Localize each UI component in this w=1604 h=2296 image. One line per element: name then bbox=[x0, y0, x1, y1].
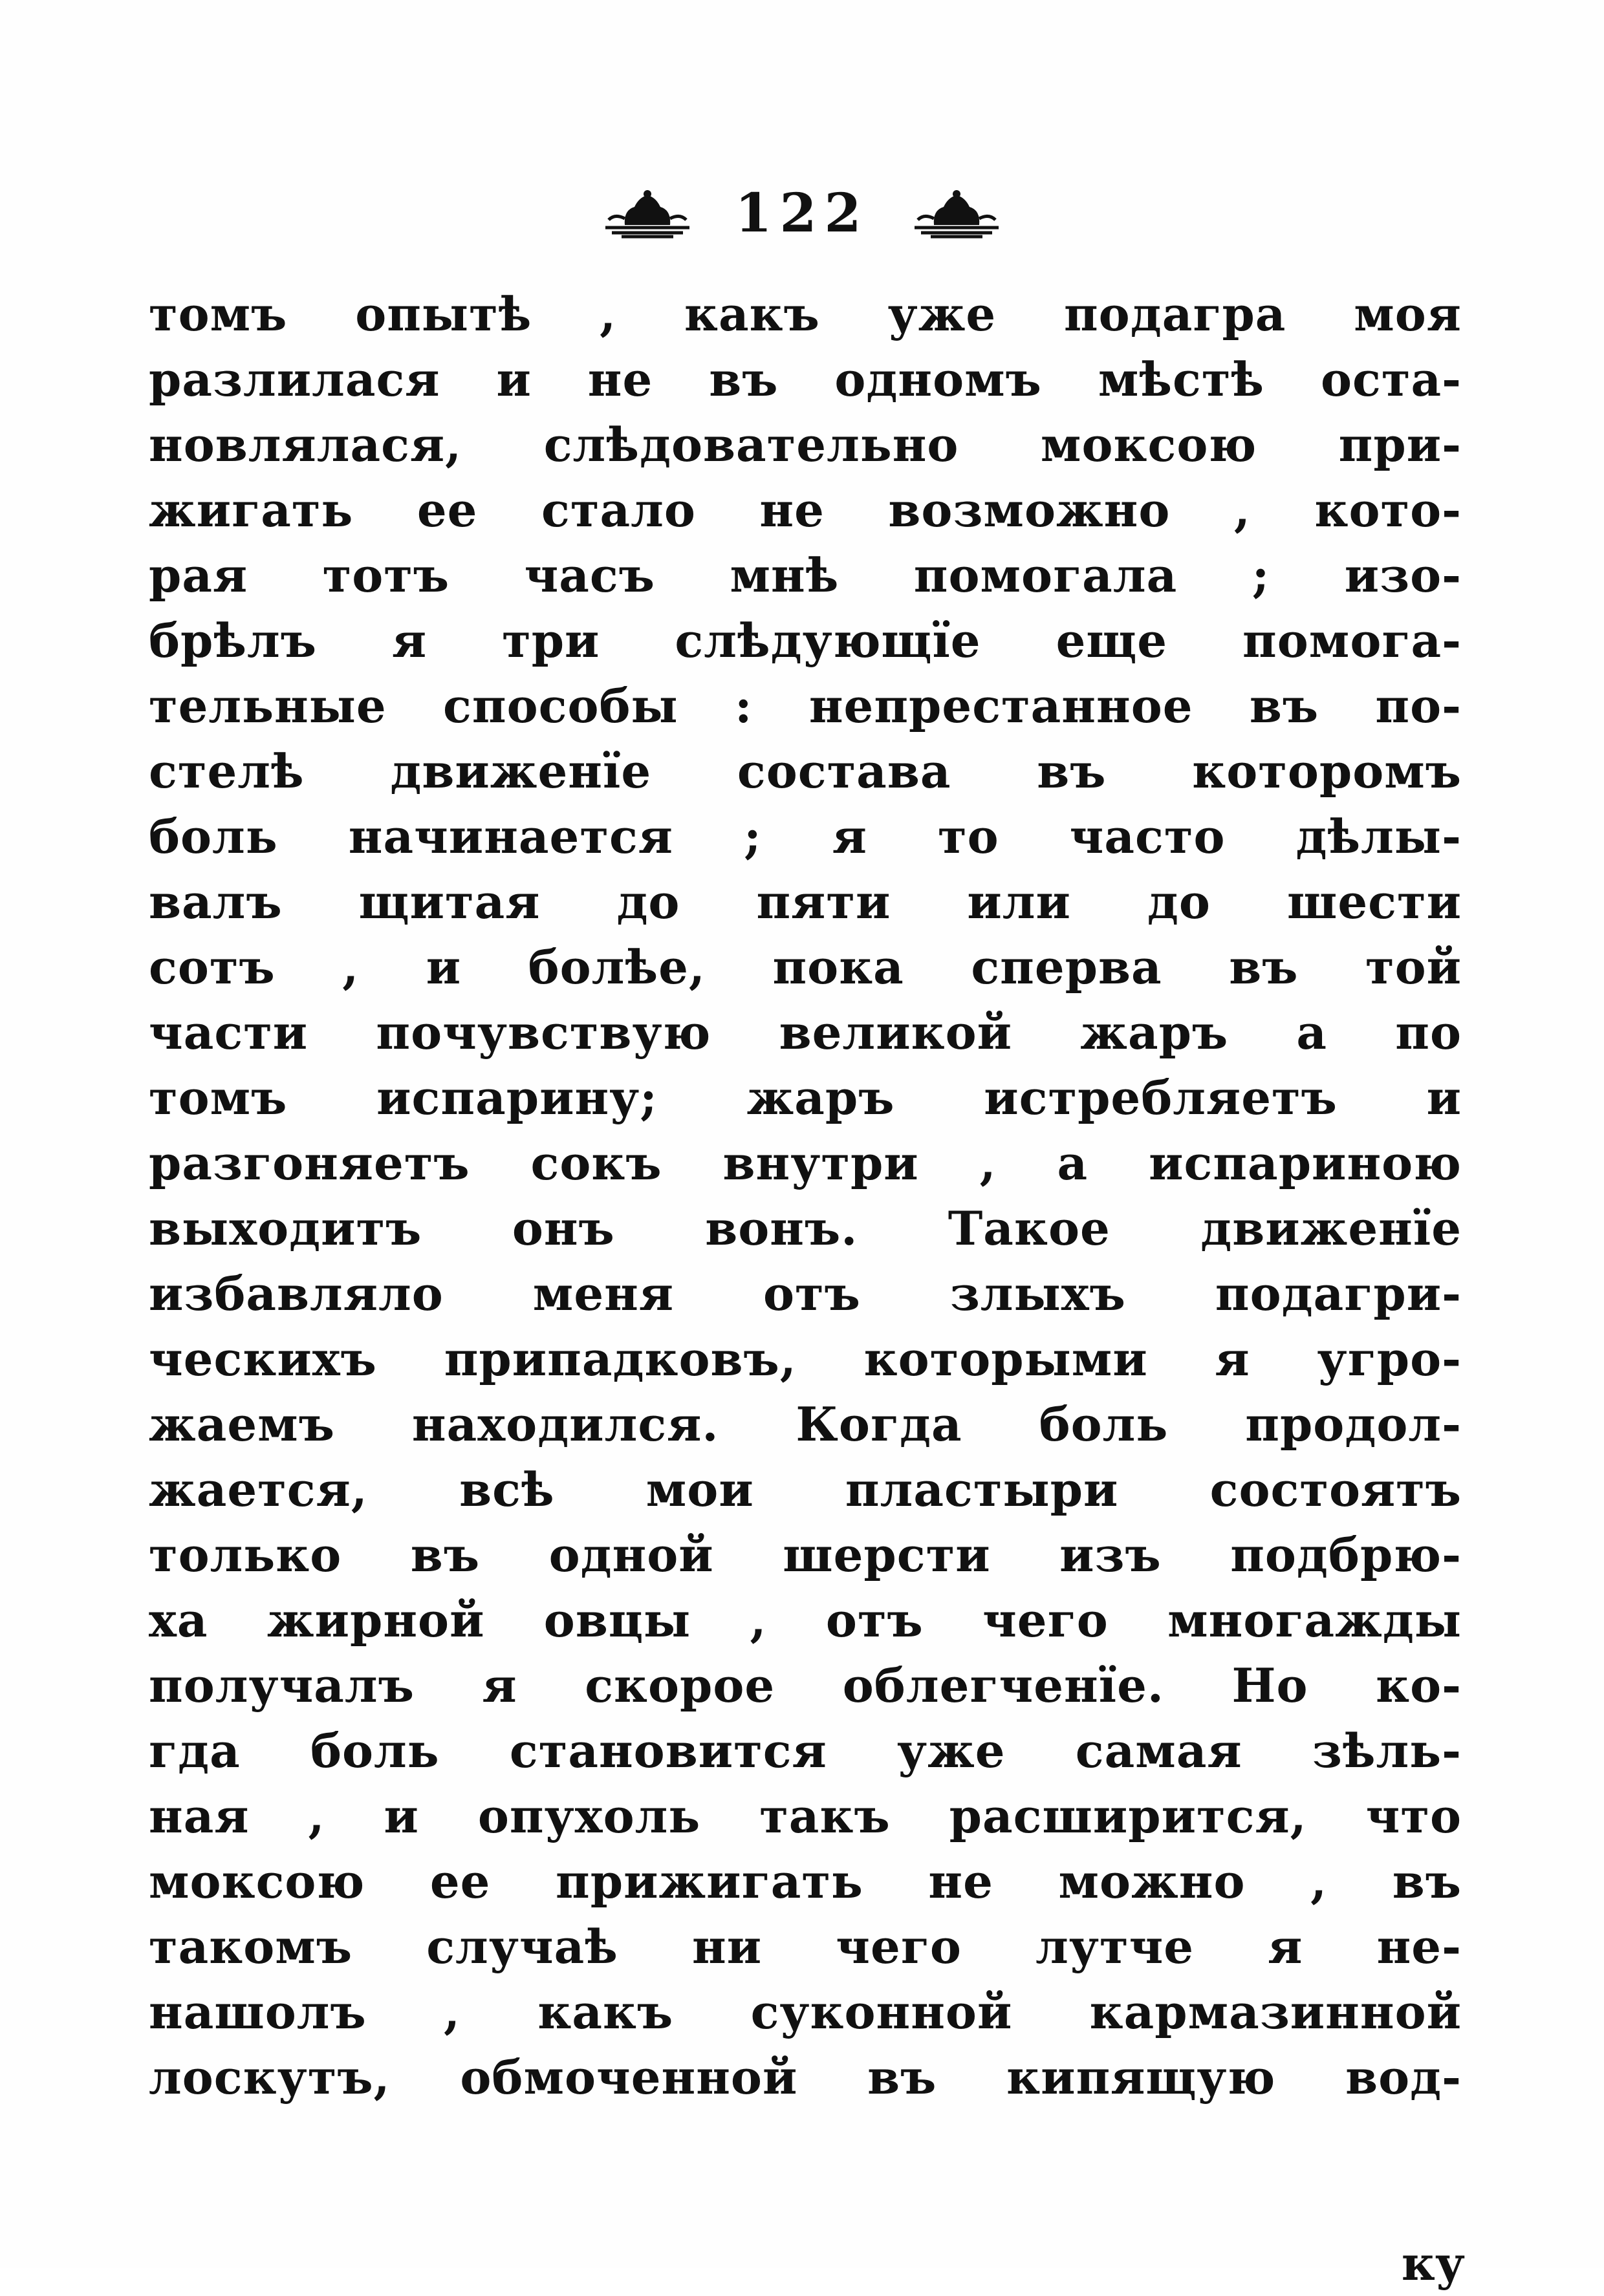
page-header bbox=[0, 175, 1604, 252]
page-number: 122 bbox=[735, 182, 869, 244]
crown-ornament-icon bbox=[908, 188, 1005, 239]
text-line: рая тотъ часъ мнѣ помогала ; изо- bbox=[149, 548, 1462, 603]
text-line: новлялася, слѣдовательно моксою при- bbox=[149, 417, 1462, 472]
text-line: части почувствую великой жаръ а по bbox=[149, 1005, 1462, 1060]
text-line: лоскутъ, обмоченной въ кипящую вод- bbox=[149, 2050, 1462, 2105]
text-line: стелѣ движенїе состава въ которомъ bbox=[149, 744, 1462, 799]
text-line: томъ испарину; жаръ истребляетъ и bbox=[149, 1070, 1462, 1125]
body-text bbox=[149, 281, 1462, 2110]
text-line: ческихъ припадковъ, которыми я угро- bbox=[149, 1331, 1462, 1386]
crown-ornament-icon bbox=[599, 188, 696, 239]
text-line: боль начинается ; я то часто дѣлы- bbox=[149, 809, 1462, 864]
text-line: получалъ я скорое облегченїе. Но ко- bbox=[149, 1658, 1462, 1713]
text-line: жаемъ находился. Когда боль продол- bbox=[149, 1397, 1462, 1452]
catchword: ку bbox=[1401, 2236, 1465, 2291]
text-line: томъ опытѣ , какъ уже подагра моя bbox=[149, 286, 1462, 341]
text-line: только въ одной шерсти изъ подбрю- bbox=[149, 1527, 1462, 1582]
text-line: гда боль становится уже самая зѣль- bbox=[149, 1723, 1462, 1778]
text-line: валъ щитая до пяти или до шести bbox=[149, 874, 1462, 929]
text-line: разгоняетъ сокъ внутри , а испариною bbox=[149, 1135, 1462, 1190]
text-line: брѣлъ я три слѣдующїе еще помога- bbox=[149, 613, 1462, 668]
text-line: моксою ее прижигать не можно , въ bbox=[149, 1854, 1462, 1909]
text-line: такомъ случаѣ ни чего лутче я не- bbox=[149, 1919, 1462, 1974]
text-line: жается, всѣ мои пластыри состоятъ bbox=[149, 1462, 1462, 1517]
text-line: сотъ , и болѣе, пока сперва въ той bbox=[149, 939, 1462, 994]
text-line: выходитъ онъ вонъ. Такое движенїе bbox=[149, 1201, 1462, 1256]
text-line: жигать ее стало не возможно , кото- bbox=[149, 482, 1462, 537]
text-line: тельные способы : непрестанное въ по- bbox=[149, 678, 1462, 733]
text-line: избавляло меня отъ злыхъ подагри- bbox=[149, 1266, 1462, 1321]
text-line: ха жирной овцы , отъ чего многажды bbox=[149, 1593, 1462, 1647]
text-line: ная , и опухоль такъ расширится, что bbox=[149, 1788, 1462, 1843]
text-line: нашолъ , какъ суконной кармазинной bbox=[149, 1984, 1462, 2039]
text-line: разлилася и не въ одномъ мѣстѣ оста- bbox=[149, 352, 1462, 407]
